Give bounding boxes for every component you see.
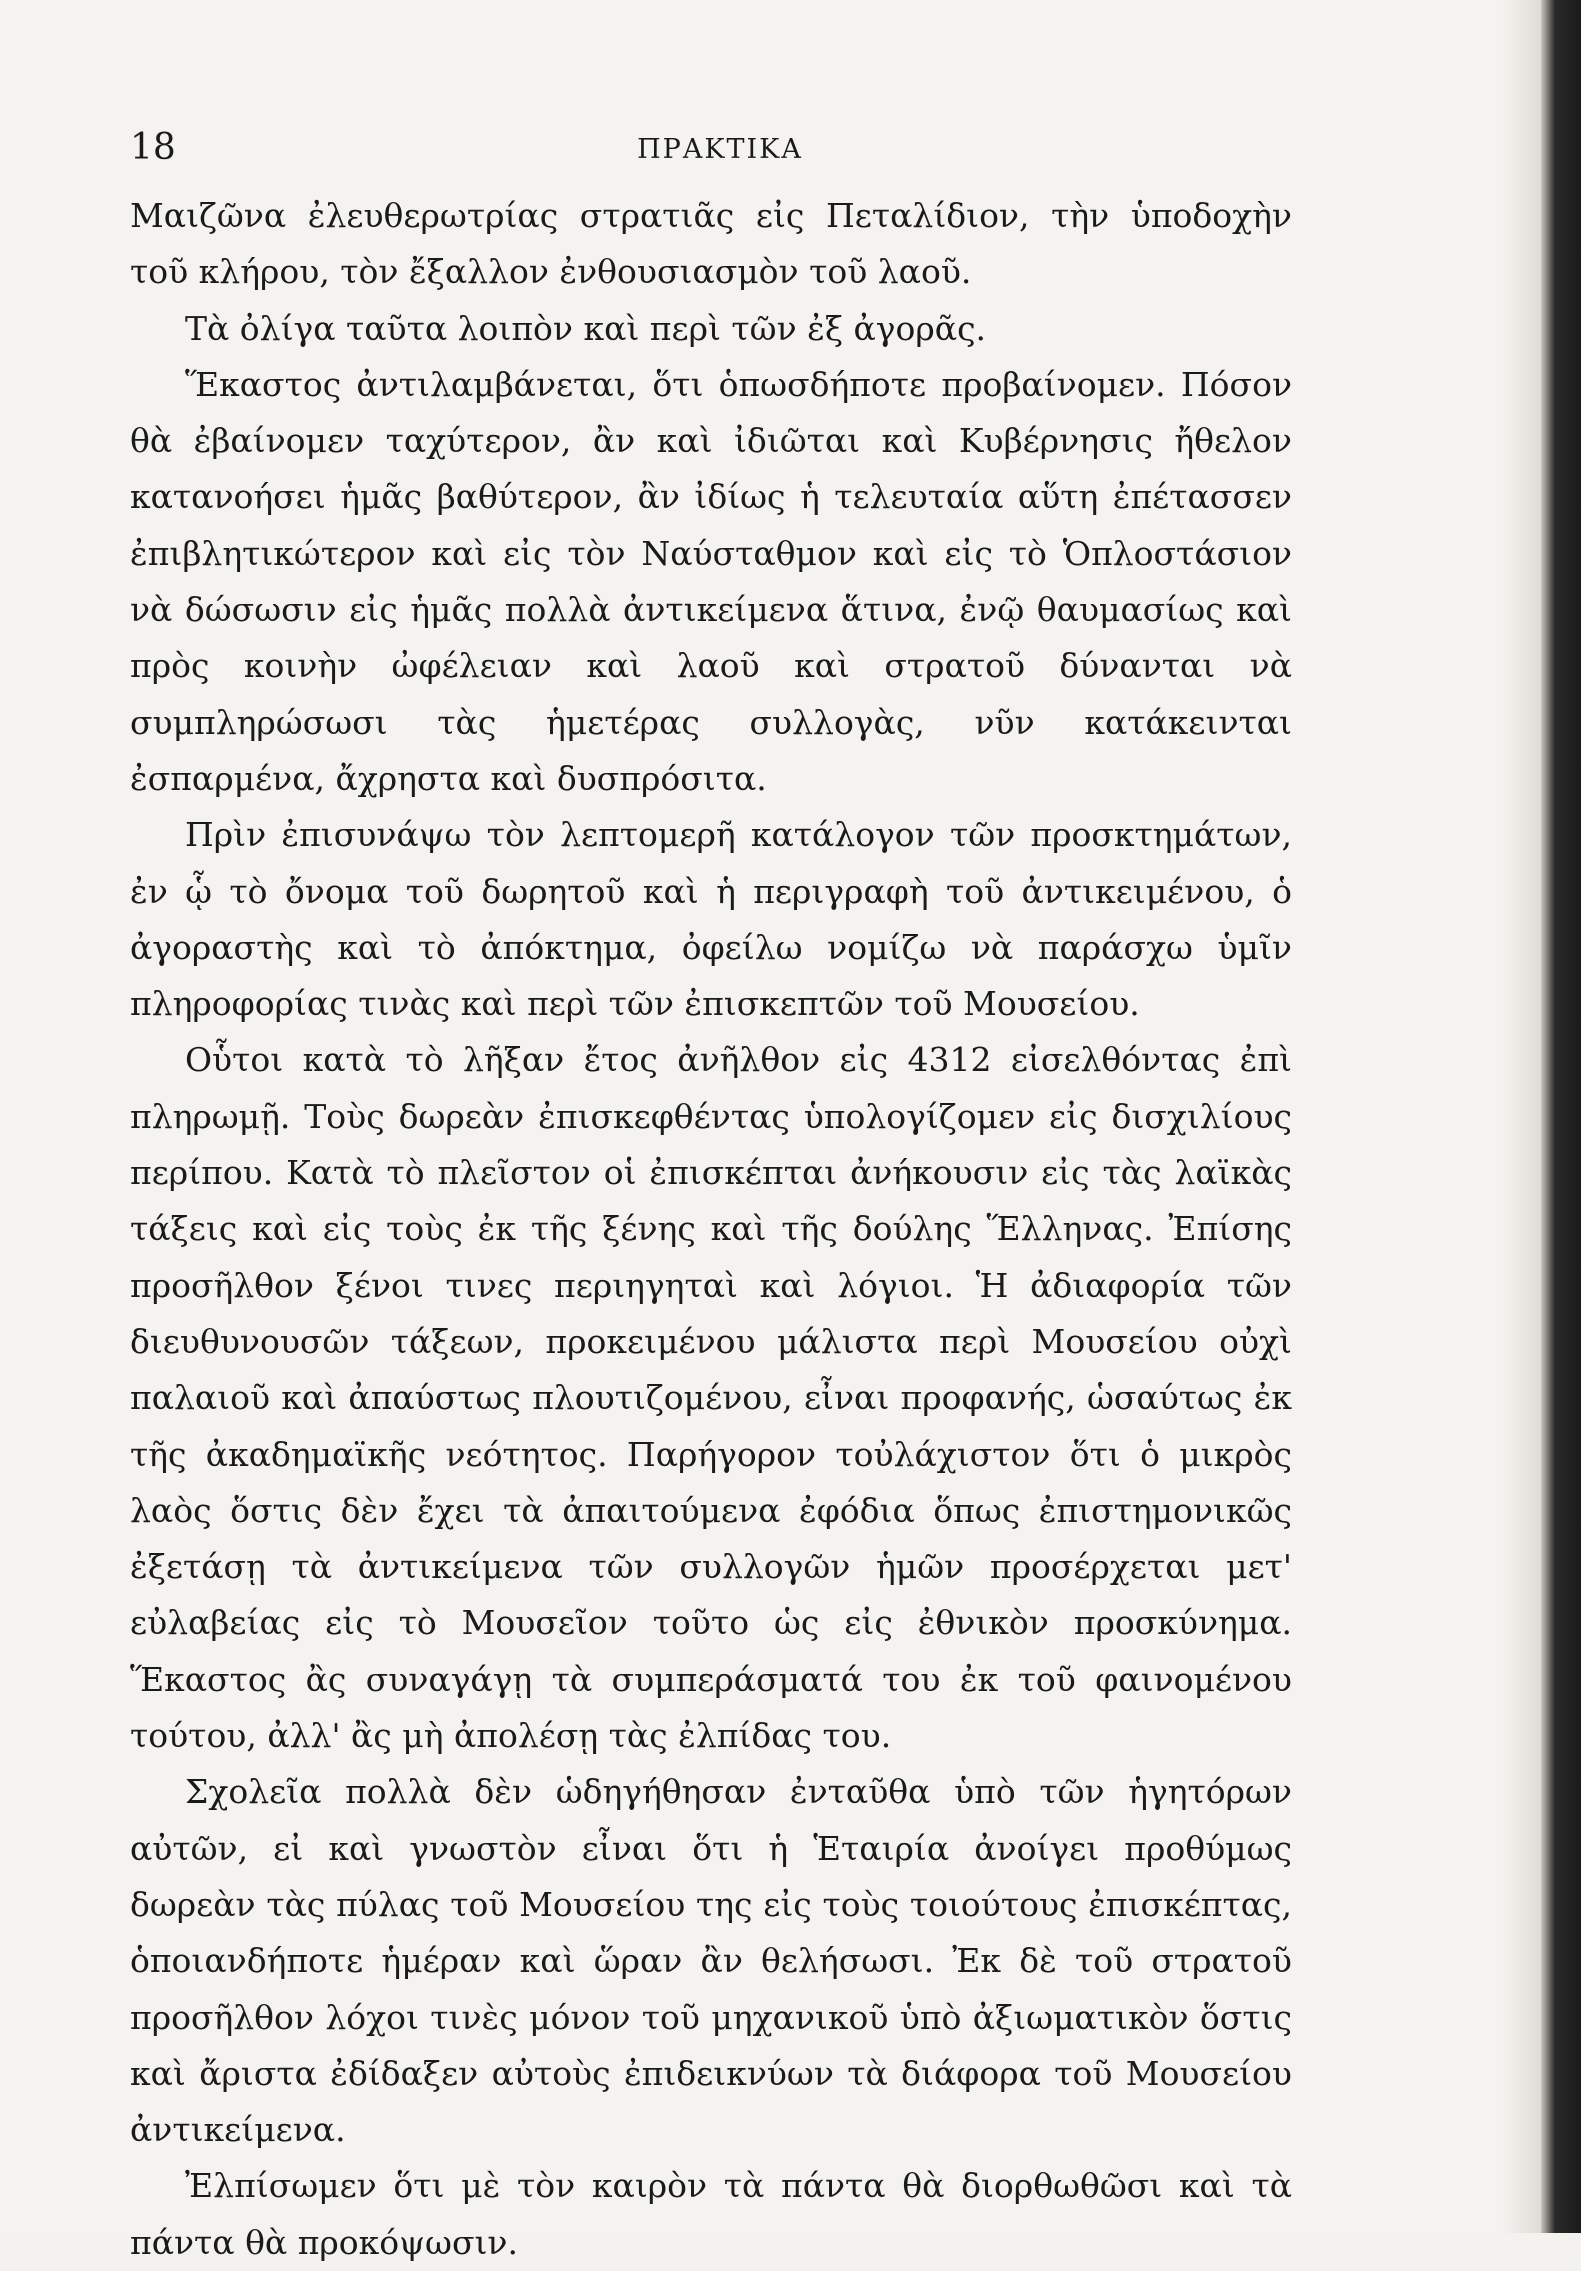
paragraph: Σχολεῖα πολλὰ δὲν ὡδηγήθησαν ἐνταῦθα ὑπὸ τῶν ἡγητόρων αὐτῶν, εἰ καὶ γνωστὸν εἶναι ὅτι ἡ Ἑταιρία ἀνοίγει προθύμως δωρεὰν τὰς πύλας τοῦ Μουσείου της εἰς τοὺς τοιούτους ἐπισκέπτας, ὁποιανδήποτε ἡμέραν καὶ ὥραν ἂν θελήσωσι. Ἐκ δὲ τοῦ στρατοῦ προσῆλθον λόχοι τινὲς μόνον τοῦ μηχανικοῦ ὑπὸ ἀξιωματικὸν ὅστις καὶ ἄριστα ἐδίδαξεν αὐτοὺς ἐπιδεικνύων τὰ διάφορα τοῦ Μουσείου ἀντικείμενα. — [130, 1772, 1292, 2150]
page-header — [130, 126, 1310, 176]
running-head: ΠΡΑΚΤΙΚΑ — [637, 134, 803, 165]
scan-border — [1541, 0, 1581, 2233]
page-number: 18 — [130, 127, 176, 168]
paragraph: Ἐλπίσωμεν ὅτι μὲ τὸν καιρὸν τὰ πάντα θὰ διορθωθῶσι καὶ τὰ πάντα θὰ προκόψωσιν. — [130, 2166, 1292, 2262]
paragraph: Οὗτοι κατὰ τὸ λῆξαν ἔτος ἀνῆλθον εἰς 4312 εἰσελθόντας ἐπὶ πληρωμῇ. Τοὺς δωρεὰν ἐπισκεφθέντας ὑπολογίζομεν εἰς δισχιλίους περίπου. Κατὰ τὸ πλεῖστον οἱ ἐπισκέπται ἀνήκουσιν εἰς τὰς λαϊκὰς τάξεις καὶ εἰς τοὺς ἐκ τῆς ξένης καὶ τῆς δούλης Ἕλληνας. Ἐπίσης προσῆλθον ξένοι τινες περιηγηταὶ καὶ λόγιοι. Ἡ ἀδιαφορία τῶν διευθυνουσῶν τάξεων, προκειμένου μάλιστα περὶ Μουσείου οὐχὶ παλαιοῦ καὶ ἀπαύστως πλουτιζομένου, εἶναι προφανής, ὡσαύτως ἐκ τῆς ἀκαδημαϊκῆς νεότητος. Παρήγορον τοὐλάχιστον ὅτι ὁ μικρὸς λαὸς ὅστις δὲν ἔχει τὰ ἀπαιτούμενα ἐφόδια ὅπως ἐπιστημονικῶς ἐξετάσῃ τὰ ἀντικείμενα τῶν συλλογῶν ἡμῶν προσέρχεται μετ' εὐλαβείας εἰς τὸ Μουσεῖον τοῦτο ὡς εἰς ἐθνικὸν προσκύνημα. Ἕκαστος ἂς συναγάγῃ τὰ συμπεράσματά του ἐκ τοῦ φαινομένου τούτου, ἀλλ' ἂς μὴ ἀπολέσῃ τὰς ἐλπίδας του. — [130, 1040, 1292, 1756]
paragraph: Μαιζῶνα ἐλευθερωτρίας στρατιᾶς εἰς Πεταλίδιον, τὴν ὑποδοχὴν τοῦ κλήρου, τὸν ἔξαλλον ἐνθουσιασμὸν τοῦ λαοῦ. — [130, 196, 1292, 292]
paragraph: Τὰ ὀλίγα ταῦτα λοιπὸν καὶ περὶ τῶν ἐξ ἀγορᾶς. — [185, 308, 987, 348]
paragraph: Πρὶν ἐπισυνάψω τὸν λεπτομερῆ κατάλογον τῶν προσκτημάτων, ἐν ᾧ τὸ ὄνομα τοῦ δωρητοῦ καὶ ἡ περιγραφὴ τοῦ ἀντικειμένου, ὁ ἀγοραστὴς καὶ τὸ ἀπόκτημα, ὀφείλω νομίζω νὰ παράσχω ὑμῖν πληροφορίας τινὰς καὶ περὶ τῶν ἐπισκεπτῶν τοῦ Μουσείου. — [130, 815, 1292, 1024]
body-text — [130, 188, 1292, 2271]
paragraph: Ἕκαστος ἀντιλαμβάνεται, ὅτι ὁπωσδήποτε προβαίνομεν. Πόσον θὰ ἐβαίνομεν ταχύτερον, ἂν καὶ ἰδιῶται καὶ Κυβέρνησις ἤθελον κατανοήσει ἡμᾶς βαθύτερον, ἂν ἰδίως ἡ τελευταία αὕτη ἐπέτασσεν ἐπιβλητικώτερον καὶ εἰς τὸν Ναύσταθμον καὶ εἰς τὸ Ὁπλοστάσιον νὰ δώσωσιν εἰς ἡμᾶς πολλὰ ἀντικείμενα ἅτινα, ἐνῷ θαυμασίως καὶ πρὸς κοινὴν ὠφέλειαν καὶ λαοῦ καὶ στρατοῦ δύνανται νὰ συμπληρώσωσι τὰς ἡμετέρας συλλογὰς, νῦν κατάκεινται ἐσπαρμένα, ἄχρηστα καὶ δυσπρόσιτα. — [130, 364, 1292, 798]
page-edge-shadow — [1501, 0, 1541, 2233]
